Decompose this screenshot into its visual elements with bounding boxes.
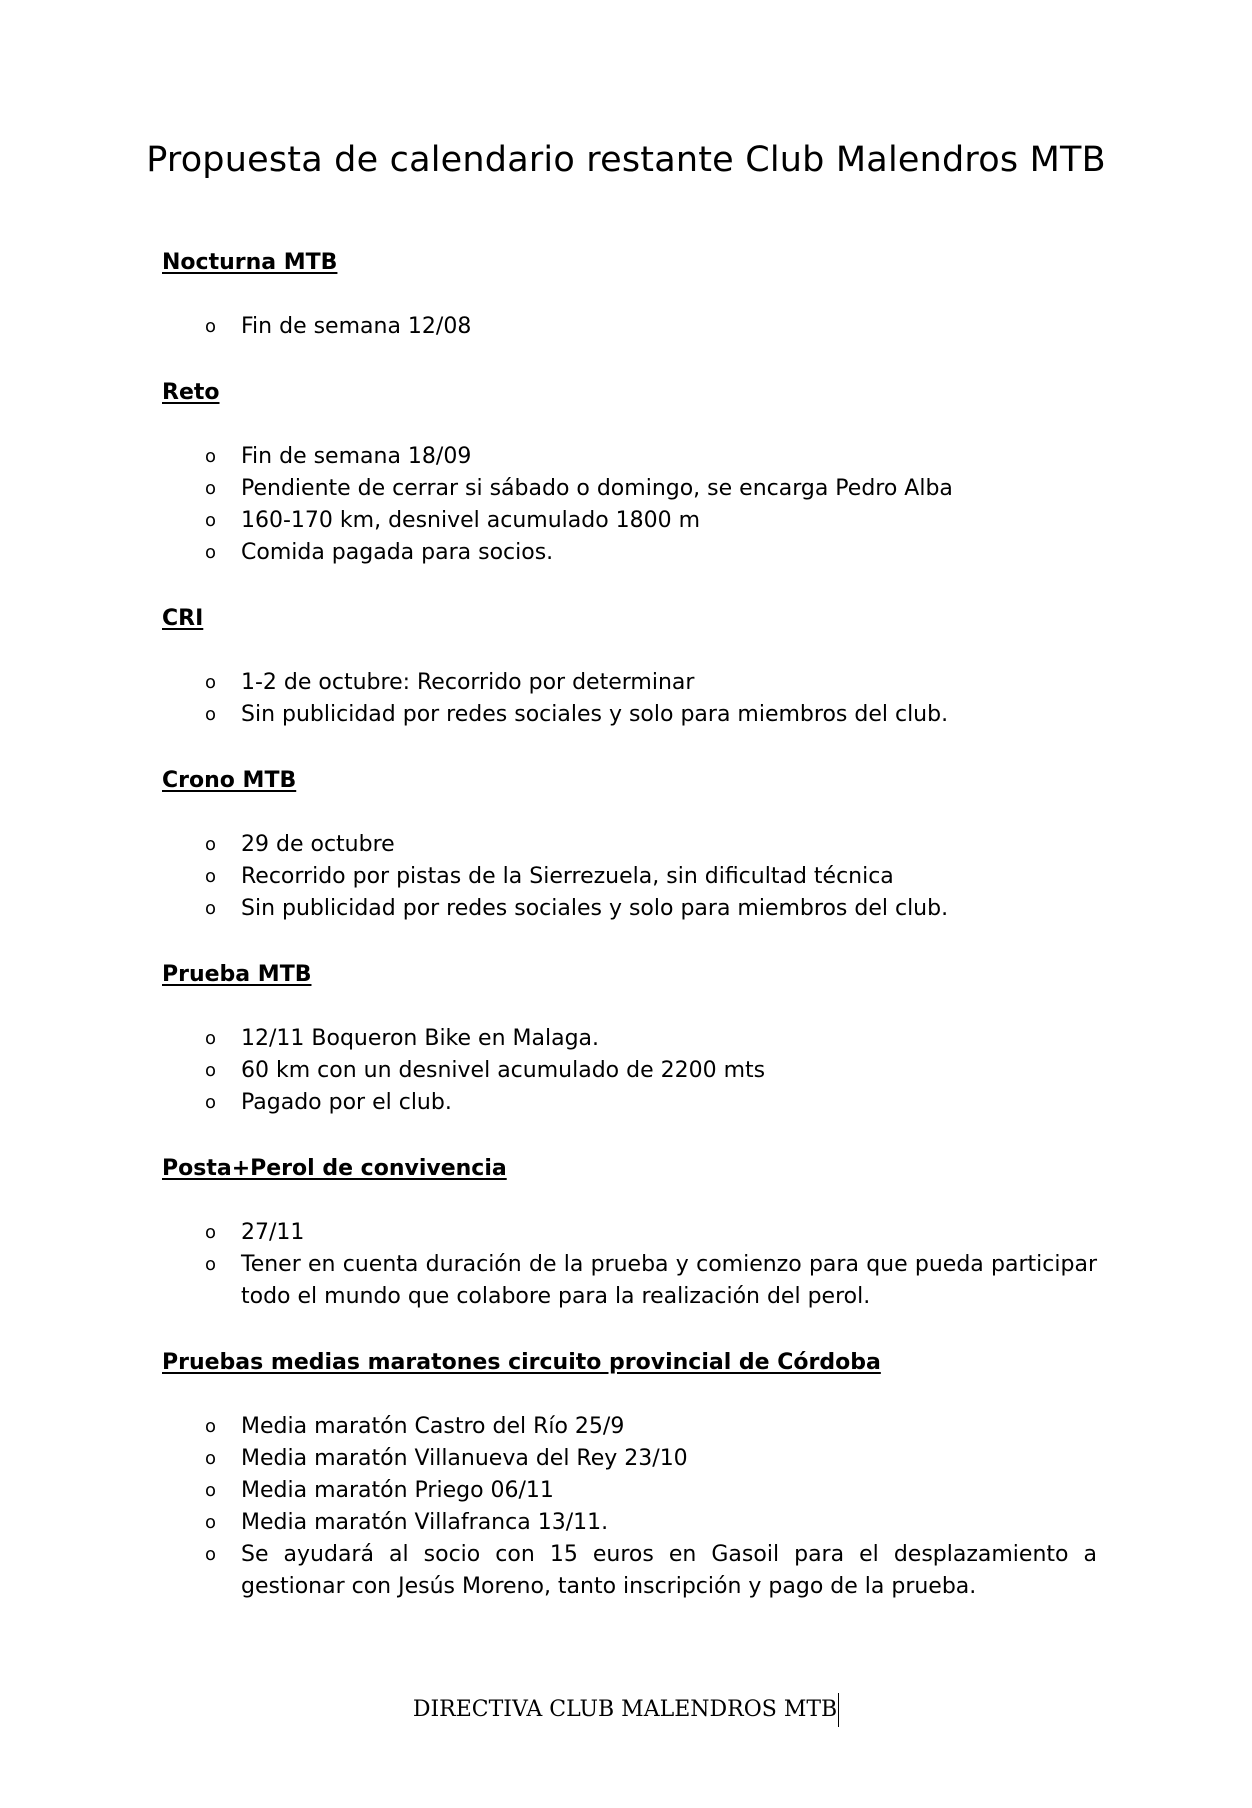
- bullet-icon: o: [205, 478, 217, 499]
- list-item: [162, 829, 1097, 861]
- section-posta-perol: [162, 1154, 1097, 1313]
- item-list: [162, 311, 1097, 343]
- list-item-text: Media maratón Castro del Río 25/9: [241, 1414, 625, 1439]
- list-item: [162, 1217, 1097, 1249]
- document-body: [162, 248, 1097, 1638]
- list-item: [162, 1443, 1097, 1475]
- list-item: [162, 1055, 1097, 1087]
- list-item: [162, 1087, 1097, 1119]
- list-item-text: 60 km con un desnivel acumulado de 2200 mts: [241, 1058, 766, 1083]
- list-item-text: 29 de octubre: [241, 832, 395, 857]
- bullet-icon: o: [205, 866, 217, 887]
- list-item: [162, 1249, 1097, 1313]
- list-item: [162, 473, 1097, 505]
- list-item-text: Media maratón Villanueva del Rey 23/10: [241, 1446, 688, 1471]
- list-item: [162, 1023, 1097, 1055]
- list-item-text: 12/11 Boqueron Bike en Malaga.: [241, 1026, 600, 1051]
- list-item: [162, 1475, 1097, 1507]
- section-heading: Nocturna MTB: [162, 250, 338, 275]
- item-list: [162, 829, 1097, 925]
- bullet-icon: o: [205, 898, 217, 919]
- section-heading: Pruebas medias maratones circuito provincial de Córdoba: [162, 1350, 881, 1375]
- bullet-icon: o: [205, 510, 217, 531]
- list-item: [162, 311, 1097, 343]
- bullet-icon: o: [205, 1448, 217, 1469]
- bullet-icon: o: [205, 1544, 217, 1565]
- section-cri: [162, 604, 1097, 731]
- list-item: [162, 1539, 1097, 1603]
- item-list: [162, 441, 1097, 569]
- item-list: [162, 667, 1097, 731]
- list-item-text: Fin de semana 18/09: [241, 444, 472, 469]
- list-item-text: Sin publicidad por redes sociales y solo para miembros del club.: [241, 896, 949, 921]
- list-item-text: 160-170 km, desnivel acumulado 1800 m: [241, 508, 701, 533]
- list-item-text: Sin publicidad por redes sociales y solo para miembros del club.: [241, 702, 949, 727]
- list-item-text: Pagado por el club.: [241, 1090, 452, 1115]
- bullet-icon: o: [205, 1512, 217, 1533]
- bullet-icon: o: [205, 316, 217, 337]
- bullet-icon: o: [205, 704, 217, 725]
- section-heading: Posta+Perol de convivencia: [162, 1156, 507, 1181]
- list-item-text: Tener en cuenta duración de la prueba y comienzo para que pueda participar todo el mundo que colabore para la realización del perol.: [241, 1252, 1097, 1309]
- bullet-icon: o: [205, 834, 217, 855]
- item-list: [162, 1023, 1097, 1119]
- bullet-icon: o: [205, 1060, 217, 1081]
- section-heading: Reto: [162, 380, 220, 405]
- section-heading: CRI: [162, 606, 204, 631]
- list-item-text: Se ayudará al socio con 15 euros en Gasoil para el desplazamiento a gestionar con Jesús Moreno, tanto inscripción y pago de la prueba.: [241, 1542, 1097, 1599]
- section-nocturna-mtb: [162, 248, 1097, 343]
- bullet-icon: o: [205, 1222, 217, 1243]
- list-item-text: 1-2 de octubre: Recorrido por determinar: [241, 670, 695, 695]
- list-item: [162, 893, 1097, 925]
- section-crono-mtb: [162, 766, 1097, 925]
- list-item: [162, 441, 1097, 473]
- bullet-icon: o: [205, 1028, 217, 1049]
- footer-text: DIRECTIVA CLUB MALENDROS MTB: [412, 1697, 838, 1722]
- footer-signature: [0, 1693, 1252, 1727]
- list-item-text: 27/11: [241, 1220, 305, 1245]
- list-item: [162, 1507, 1097, 1539]
- list-item-text: Media maratón Villafranca 13/11.: [241, 1510, 609, 1535]
- list-item-text: Recorrido por pistas de la Sierrezuela, sin dificultad técnica: [241, 864, 894, 889]
- section-prueba-mtb: [162, 960, 1097, 1119]
- bullet-icon: o: [205, 542, 217, 563]
- list-item-text: Comida pagada para socios.: [241, 540, 554, 565]
- bullet-icon: o: [205, 1254, 217, 1275]
- section-heading: Crono MTB: [162, 768, 297, 793]
- list-item: [162, 699, 1097, 731]
- bullet-icon: o: [205, 1416, 217, 1437]
- list-item-text: Pendiente de cerrar si sábado o domingo, se encarga Pedro Alba: [241, 476, 953, 501]
- section-heading: Prueba MTB: [162, 962, 312, 987]
- bullet-icon: o: [205, 1092, 217, 1113]
- text-cursor: [838, 1693, 839, 1727]
- list-item: [162, 667, 1097, 699]
- page-title: Propuesta de calendario restante Club Malendros MTB: [146, 140, 1106, 180]
- bullet-icon: o: [205, 446, 217, 467]
- bullet-icon: o: [205, 1480, 217, 1501]
- section-medias-maratones: [162, 1348, 1097, 1603]
- item-list: [162, 1217, 1097, 1313]
- section-reto: [162, 378, 1097, 569]
- list-item: [162, 861, 1097, 893]
- list-item-text: Media maratón Priego 06/11: [241, 1478, 554, 1503]
- list-item-text: Fin de semana 12/08: [241, 314, 472, 339]
- list-item: [162, 1411, 1097, 1443]
- list-item: [162, 537, 1097, 569]
- list-item: [162, 505, 1097, 537]
- bullet-icon: o: [205, 672, 217, 693]
- item-list: [162, 1411, 1097, 1603]
